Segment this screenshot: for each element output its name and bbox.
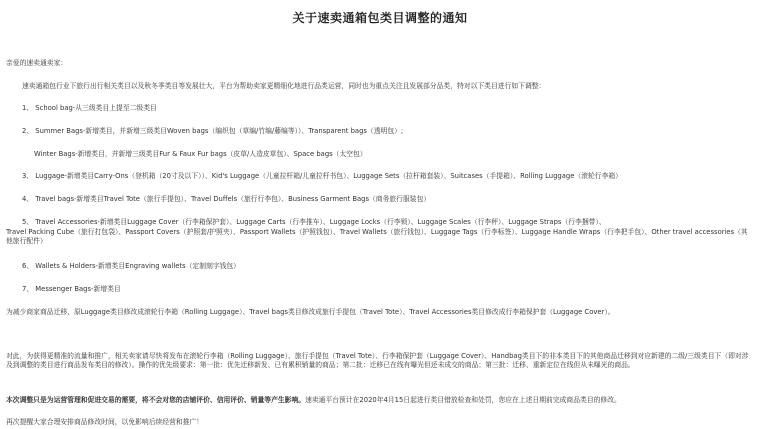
greeting: 亲爱的速卖通卖家： (6, 59, 68, 67)
reduce-migration-note: 为减少商家商品迁移，原Luggage类目修改成滚轮行李箱（Rolling Luggage）、Travel bags类目修改成旅行手提包（Travel Tote）、Travel Accessories类目修改成行李箱保护套（Luggage Cover）。 (6, 308, 615, 316)
item-2-winter: Winter Bags-新增类目，并新增三级类目Fur & Faux Fur bags（皮草/人造皮草包）、Space bags（太空包） (34, 150, 367, 158)
item-7: 7、 Messenger Bags-新增类目 (22, 285, 121, 293)
migration-paragraph: 对此，为获得更精准的流量和推广，相关卖家请尽快将发布在滚轮行李箱（Rolling Luggage）、旅行手提包（Travel Tote）、行李箱保护套（Luggage Cover）、Handbag类目下的非本类目下的其他商品迁移到对应新建的二级/三级类目下（即对涉及到调整的类目进行商品发布类目的修改）。操作的优先级要求：第一批：优先迁移新发、已有累积销量的商品；第二批：迁移已在线有曝光但还未成交的商品；第三批：迁移、重新定位在线但从未曝光的商品。 (6, 352, 749, 369)
item-6: 6、 Wallets & Holders-新增类目Engraving wallets（定制刻字钱包） (22, 262, 240, 270)
item-1: 1、 School bag-从三级类目上提至二级类目 (22, 104, 157, 112)
item-5-continued: Travel Packing Cube（旅行打包袋）、Passport Covers（护照套/护照夹）、Passport Wallets（护照钱包）、Travel Wallets（旅行钱包）、Luggage Tags（行李标签）、Luggage Handle Wraps（行李把手包）、Other travel accessories（其他旅行配件） (6, 228, 748, 245)
item-2: 2、 Summer Bags-新增类目，并新增三级类目Woven bags（编织包（草编/竹编/藤编等））、Transparent bags（透明包）; (22, 127, 404, 135)
timing-paragraph (6, 396, 621, 405)
timing-bold-text: 本次调整只是为运营管理和促进交易的需要，将不会对您的店铺评价、信用评价、销量等产生影响。 (6, 396, 306, 404)
closing-reminder: 再次提醒大家合理安排商品修改时间，以免影响后续经营和推广！ (6, 418, 204, 426)
item-3: 3、 Luggage-新增类目Carry-Ons（登机箱（20寸及以下））、Kid's Luggage（儿童拉杆箱/儿童拉杆书包）、Luggage Sets（拉杆箱套装）、Suitcases（手提箱）、Rolling Luggage（滚轮行李箱） (22, 172, 622, 180)
item-4: 4、 Travel bags-新增类目Travel Tote（旅行手提包）、Travel Duffels（旅行行李包）、Business Garment Bags（商务旅行服装包） (22, 195, 431, 203)
timing-rest-text: 速卖通平台预计在2020年4月15日起进行类目错放检查和处罚，您应在上述日期前完成商品类目的修改。 (305, 396, 621, 404)
page-title: 关于速卖通箱包类目调整的通知 (292, 11, 468, 25)
intro-paragraph: 速卖通箱包行业下旅行出行相关类目以及秋冬季类目等发展壮大，平台为帮助卖家更精细化地进行品类运营，同时也为重点关注且发展部分品类，特对以下类目进行如下调整： (22, 82, 546, 90)
item-5: 5、 Travel Accessories-新增类目Luggage Cover（行李箱保护套）、Luggage Carts（行李推车）、Luggage Locks（行李锁）、Luggage Scales（行李秤）、Luggage Straps（行李捆带）、 (22, 218, 606, 226)
